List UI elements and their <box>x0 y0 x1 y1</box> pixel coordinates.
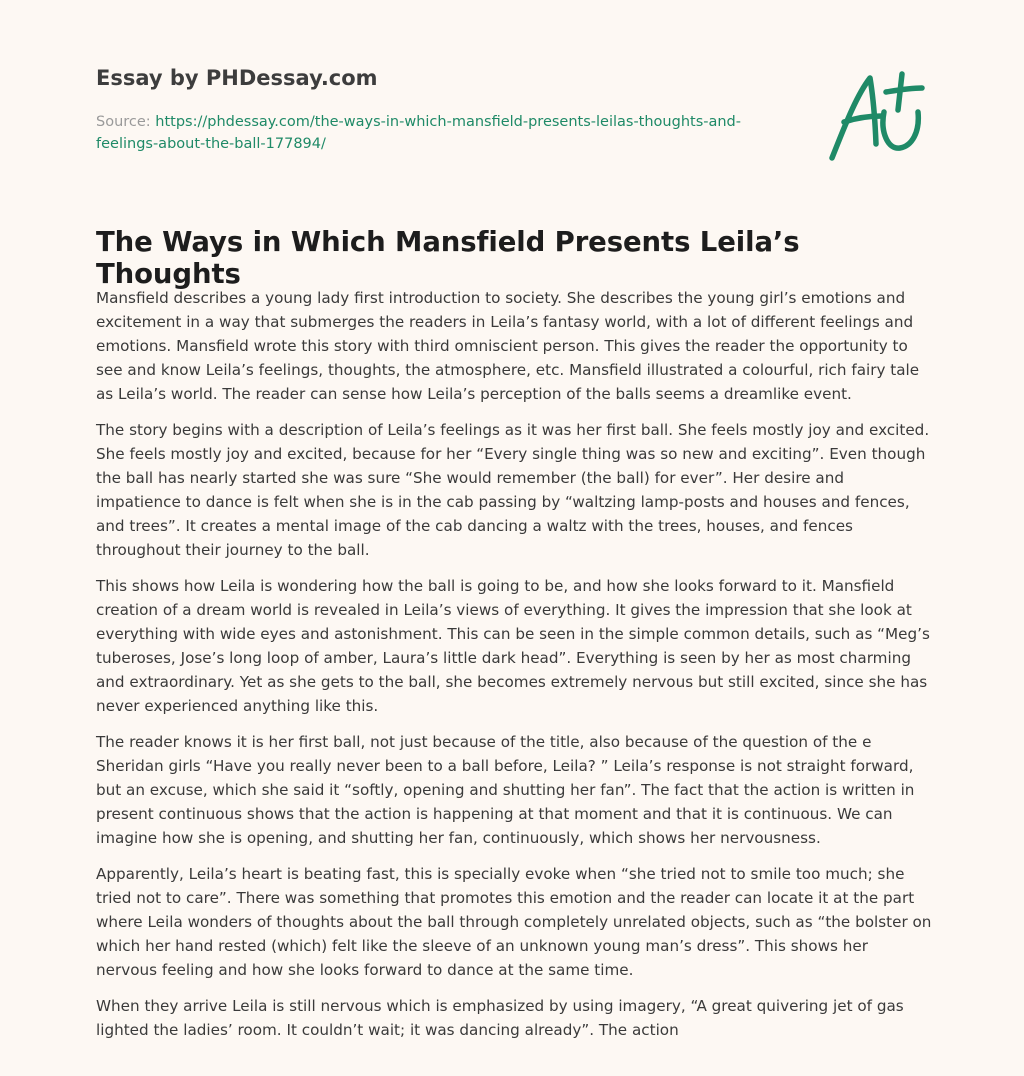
essay-body <box>96 286 932 1054</box>
source-line <box>96 111 746 155</box>
paragraph: The reader knows it is her first ball, not just because of the title, also because of the question of the e Sheridan girls “Have you really never been to a ball before, Leila? ” Leila’s response is not straight forward, but an excuse, which she said it “softly, opening and shutting her fan”. The fact that the action is written in present continuous shows that the action is happening at that moment and that it is continuous. We can imagine how she is opening, and shutting her fan, continuously, which shows her nervousness. <box>96 733 915 847</box>
source-label: Source: <box>96 114 156 130</box>
essay-title: The Ways in Which Mansfield Presents Leila’s Thoughts <box>96 226 800 290</box>
source-link[interactable]: https://phdessay.com/the-ways-in-which-mansfield-presents-leilas-thoughts-and-feelings-about-the-ball-177894/ <box>96 114 741 152</box>
site-brand: Essay by PHDessay.com <box>96 66 378 90</box>
header <box>96 0 928 290</box>
paragraph: When they arrive Leila is still nervous which is emphasized by using imagery, “A great quivering jet of gas lighted the ladies’ room. It couldn’t wait; it was dancing already”. The action <box>96 997 904 1039</box>
paragraph: Apparently, Leila’s heart is beating fast, this is specially evoke when “she tried not to smile too much; she tried not to care”. There was something that promotes this emotion and the reader can locate it at the part where Leila wonders of thoughts about the ball through completely unrelated objects, such as “the bolster on which her hand rested (which) felt like the sleeve of an unknown young man’s dress”. This shows her nervous feeling and how she looks forward to dance at the same time. <box>96 865 932 979</box>
paragraph: Mansfield describes a young lady first introduction to society. She describes the young girl’s emotions and excitement in a way that submerges the readers in Leila’s fantasy world, with a lot of different feelings and emotions. Mansfield wrote this story with third omniscient person. This gives the reader the opportunity to see and know Leila’s feelings, thoughts, the atmosphere, etc. Mansfield illustrated a colourful, rich fairy tale as Leila’s world. The reader can sense how Leila’s perception of the balls seems a dreamlike event. <box>96 289 920 403</box>
a-plus-logo-icon <box>826 66 930 166</box>
paragraph: This shows how Leila is wondering how the ball is going to be, and how she looks forward to it. Mansfield creation of a dream world is revealed in Leila’s views of everything. It gives the impression that she look at everything with wide eyes and astonishment. This can be seen in the simple common details, such as “Meg’s tuberoses, Jose’s long loop of amber, Laura’s little dark head”. Everything is seen by her as most charming and extraordinary. Yet as she gets to the ball, she becomes extremely nervous but still excited, since she has never experienced anything like this. <box>96 577 930 715</box>
paragraph: The story begins with a description of Leila’s feelings as it was her first ball. She feels mostly joy and excited. She feels mostly joy and excited, because for her “Every single thing was so new and exciting”. Even though the ball has nearly started she was sure “She would remember (the ball) for ever”. Her desire and impatience to dance is felt when she is in the cab passing by “waltzing lamp-posts and houses and fences, and trees”. It creates a mental image of the cab dancing a waltz with the trees, houses, and fences throughout their journey to the ball. <box>96 421 930 559</box>
